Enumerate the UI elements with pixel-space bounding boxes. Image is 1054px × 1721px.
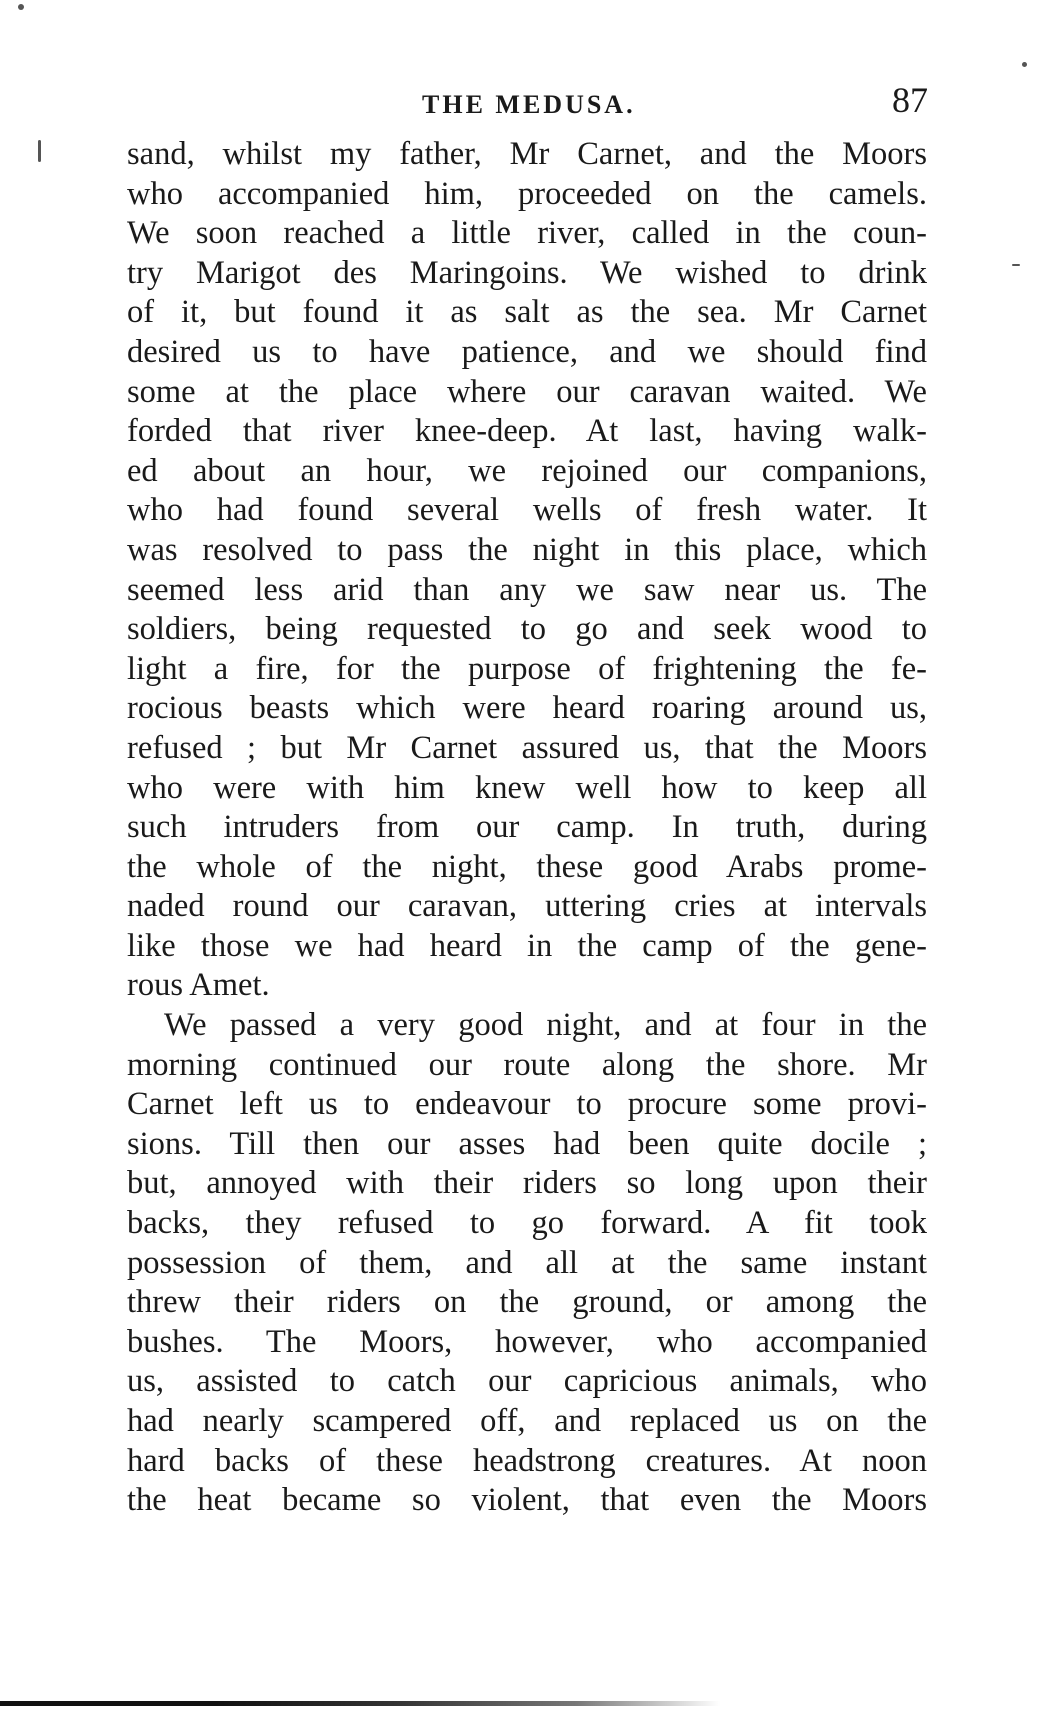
text-line: had nearly scampered off, and replaced us on the [127,1403,927,1439]
text-line: sand, whilst my father, Mr Carnet, and the Moors [127,136,927,172]
scan-speck [1012,264,1020,266]
text-line: who had found several wells of fresh water. It [127,492,927,529]
text-line: Carnet left us to endeavour to procure some provi- [127,1086,927,1123]
text-line: forded that river knee-deep. At last, having walk- [127,413,927,450]
text-line: naded round our caravan, uttering cries at intervals [127,888,927,925]
text-line: seemed less arid than any we saw near us. The [127,571,927,608]
text-line: us, assisted to catch our capricious animals, who [127,1363,927,1400]
text-line: of it, but found it as salt as the sea. Mr Carnet [127,294,927,331]
text-line: but, annoyed with their riders so long upon their [127,1165,927,1202]
text-line: ed about an hour, we rejoined our companions, [127,452,927,489]
text-line: such intruders from our camp. In truth, during [127,809,927,846]
paragraph-2 [127,1006,927,1521]
text-line: light a fire, for the purpose of frightening the fe- [127,650,927,687]
text-line: refused ; but Mr Carnet assured us, that the Moors [127,729,927,766]
running-head-title: THE MEDUSA. [422,90,636,119]
text-line: try Marigot des Maringoins. We wished to drink [127,254,927,291]
body-text [127,135,927,1521]
text-line: morning continued our route along the shore. Mr [127,1046,927,1083]
text-line: who accompanied him, proceeded on the camels. [127,175,927,212]
text-line: the whole of the night, these good Arabs prome- [127,848,927,885]
text-line: like those we had heard in the camp of the gene- [127,927,927,964]
text-line: We soon reached a little river, called in the coun- [127,215,927,252]
scan-speck [18,4,24,10]
page-number: 87 [892,80,928,120]
paragraph-1 [127,135,927,1006]
text-line: hard backs of these headstrong creatures. At noon [127,1442,927,1479]
text-line: threw their riders on the ground, or among the [127,1284,927,1321]
text-line: who were with him knew well how to keep all [127,769,927,806]
text-line: soldiers, being requested to go and seek wood to [127,611,927,648]
text-line: the heat became so violent, that even the Moors [127,1482,927,1519]
bottom-scan-rule [0,1701,720,1706]
text-line: sions. Till then our asses had been quite docile ; [127,1125,927,1162]
text-line: rous Amet. [127,967,270,1004]
text-line: We passed a very good night, and at four in the [164,1007,927,1044]
text-line: rocious beasts which were heard roaring around us, [127,690,927,727]
text-line: desired us to have patience, and we should find [127,333,927,370]
text-line: some at the place where our caravan waited. We [127,373,927,410]
text-line: possession of them, and all at the same instant [127,1244,927,1281]
scan-speck [38,140,41,162]
text-line: was resolved to pass the night in this place, which [127,531,927,568]
text-line: bushes. The Moors, however, who accompanied [127,1323,927,1360]
scan-speck [1022,62,1027,67]
text-line: backs, they refused to go forward. A fit took [127,1205,927,1242]
